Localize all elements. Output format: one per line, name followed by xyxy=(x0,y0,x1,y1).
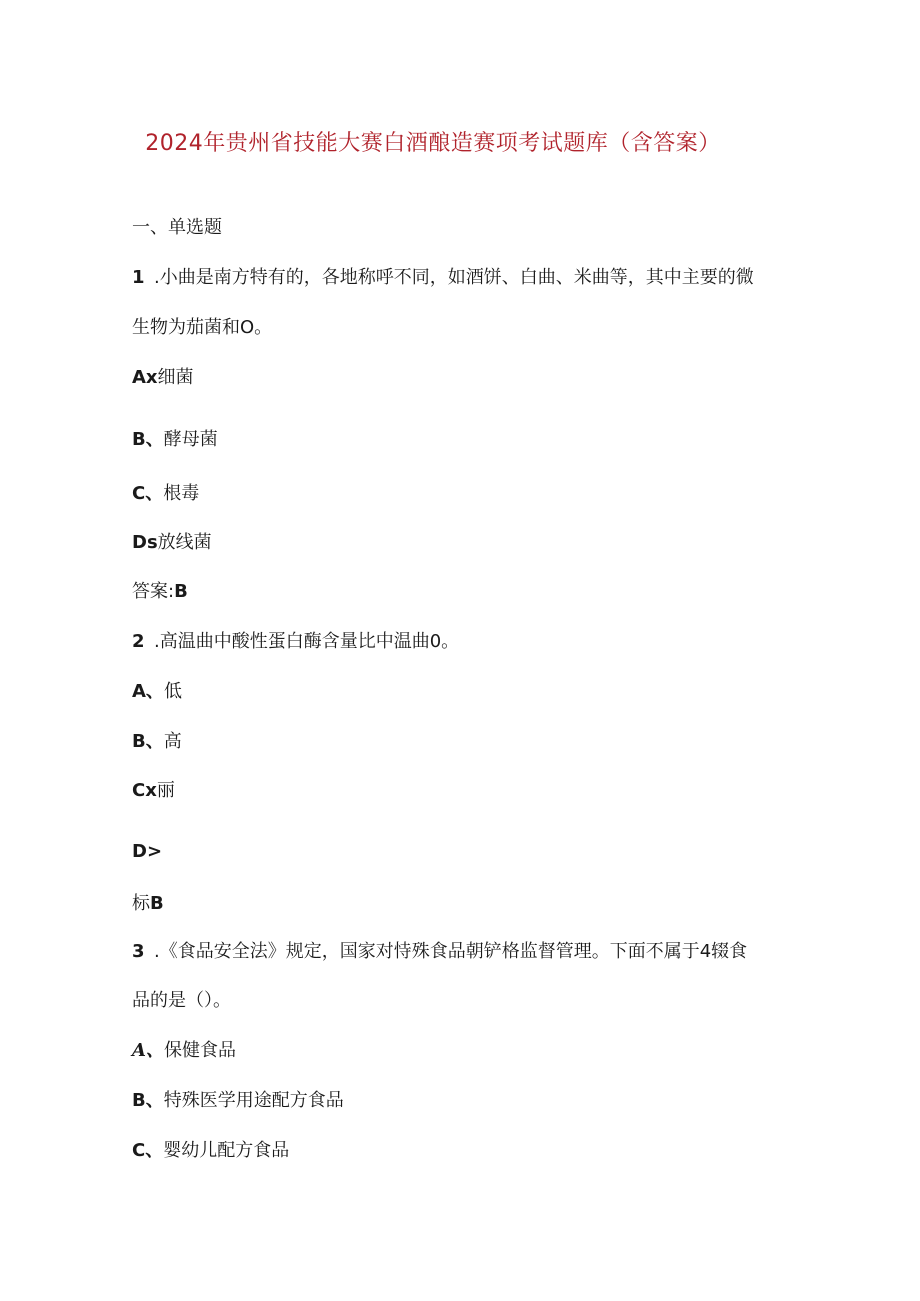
option-text: 高 xyxy=(163,731,182,752)
question-2-option-d xyxy=(132,840,162,864)
option-letter: D> xyxy=(132,841,163,862)
question-1-stem-line-2: 生物为茄菌和O。 xyxy=(132,317,273,338)
document-title: 2024年贵州省技能大赛白酒酿造赛项考试题库（含答案） xyxy=(145,131,721,156)
option-letter: B、 xyxy=(132,731,164,752)
question-2-stem-line-1 xyxy=(132,630,459,654)
section-heading: 一、单选题 xyxy=(132,217,222,238)
question-text: .高温曲中酸性蛋白酶含量比中温曲0。 xyxy=(154,631,460,652)
option-text: 根毒 xyxy=(163,483,200,504)
option-letter: C、 xyxy=(132,483,164,504)
option-text: 酵母菌 xyxy=(163,429,218,450)
option-text: 丽 xyxy=(156,780,175,801)
option-letter: B、 xyxy=(132,1090,164,1111)
question-3-stem-line-1 xyxy=(132,940,747,964)
question-2-answer xyxy=(132,892,164,916)
question-number: 2 xyxy=(132,631,145,652)
option-letter: C、 xyxy=(132,1140,164,1161)
question-3-option-a xyxy=(132,1039,236,1063)
answer-value: B xyxy=(174,581,188,602)
question-2-option-b xyxy=(132,730,182,754)
option-text: 放线菌 xyxy=(157,532,212,553)
question-1-option-a xyxy=(132,366,194,390)
option-letter: A、 xyxy=(132,681,164,702)
option-letter: Ds xyxy=(132,532,158,553)
option-letter: Ax xyxy=(132,367,158,388)
question-number: 1 xyxy=(132,267,145,288)
answer-value: B xyxy=(150,893,164,914)
option-letter: B、 xyxy=(132,429,164,450)
option-text: 婴幼儿配方食品 xyxy=(163,1140,290,1161)
question-number: 3 xyxy=(132,941,145,962)
option-text: 细菌 xyxy=(157,367,194,388)
question-2-option-a xyxy=(132,680,182,704)
question-1-option-d xyxy=(132,531,212,555)
question-text: .小曲是南方特有的，各地称呼不同，如酒饼、白曲、米曲等，其中主要的微 xyxy=(154,267,754,288)
option-letter: A、 xyxy=(132,1040,164,1061)
question-3-option-b xyxy=(132,1089,344,1113)
question-1-option-b xyxy=(132,428,218,452)
question-2-option-c xyxy=(132,779,175,803)
option-letter: Cx xyxy=(132,780,157,801)
option-text: 保健食品 xyxy=(163,1040,236,1061)
question-1-answer xyxy=(132,580,188,604)
question-1-option-c xyxy=(132,482,199,506)
answer-label: 标 xyxy=(132,893,150,914)
question-1-stem-line-1 xyxy=(132,266,754,290)
question-text: .《食品安全法》规定，国家对恃殊食品朝铲格监督管理。下面不属于4辍食 xyxy=(154,941,748,962)
option-text: 特殊医学用途配方食品 xyxy=(163,1090,344,1111)
question-3-option-c xyxy=(132,1139,289,1163)
option-text: 低 xyxy=(163,681,182,702)
question-3-stem-line-2: 品的是（）。 xyxy=(132,990,231,1011)
answer-label: 答案: xyxy=(132,581,175,602)
